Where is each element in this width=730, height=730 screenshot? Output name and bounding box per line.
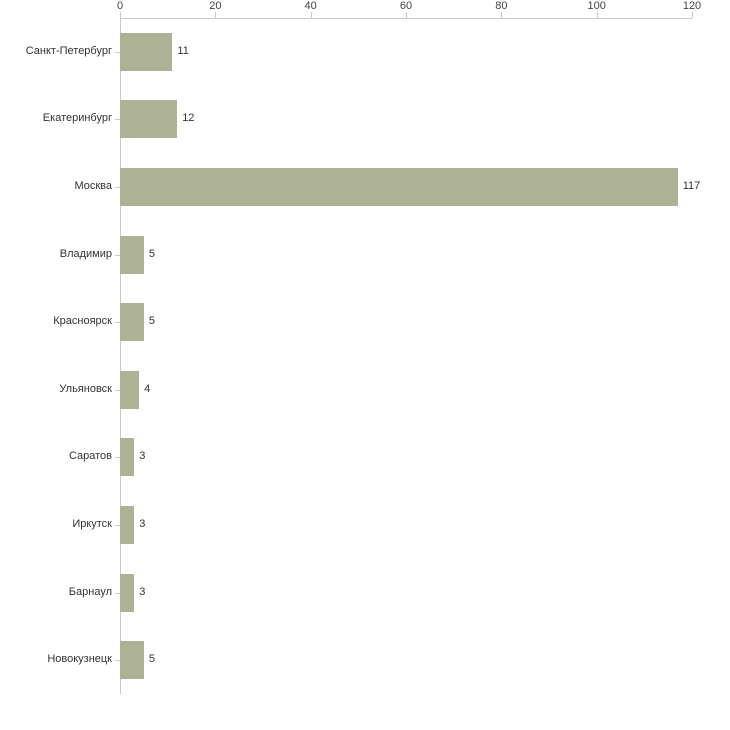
y-axis-label: Барнаул (68, 585, 112, 598)
bar-value-label: 3 (139, 585, 146, 598)
bar-value-label: 5 (148, 247, 155, 260)
x-tick-mark (501, 12, 502, 18)
bar (120, 100, 177, 138)
bar (120, 574, 134, 612)
bar (120, 236, 144, 274)
x-tick-label: 40 (304, 0, 317, 12)
bar-value-label: 5 (148, 315, 155, 328)
bar (120, 303, 144, 341)
bar (120, 438, 134, 476)
x-tick-label: 60 (399, 0, 413, 12)
x-tick-mark (120, 12, 121, 18)
bar (120, 33, 172, 71)
bar-value-label: 11 (177, 44, 189, 57)
x-tick-mark (215, 12, 216, 18)
x-tick-mark (597, 12, 598, 18)
bar-value-label: 12 (182, 112, 195, 125)
bar-value-label: 117 (682, 180, 701, 192)
y-axis-label: Новокузнецк (47, 653, 112, 666)
bar-value-label: 5 (148, 653, 155, 666)
y-axis-label: Красноярск (53, 315, 112, 328)
y-axis-label: Санкт-Петербург (25, 44, 112, 57)
bar-value-label: 3 (139, 450, 146, 463)
bar (120, 641, 144, 679)
bar (120, 168, 678, 206)
x-tick-mark (311, 12, 312, 18)
bar (120, 506, 134, 544)
y-axis-label: Ульяновск (59, 382, 112, 395)
bar (120, 371, 139, 409)
x-tick-label: 120 (682, 0, 702, 12)
y-axis-label: Саратов (68, 450, 112, 463)
y-axis-label: Екатеринбург (42, 112, 112, 125)
x-tick-mark (692, 12, 693, 18)
y-axis-label: Иркутск (72, 518, 112, 530)
bar-value-label: 4 (144, 382, 151, 395)
x-tick-label: 20 (209, 0, 222, 12)
x-axis-line (120, 18, 692, 19)
y-axis-label: Москва (74, 180, 112, 192)
bar-value-label: 3 (139, 518, 146, 530)
x-tick-label: 80 (495, 0, 508, 12)
x-tick-label: 100 (587, 0, 606, 12)
x-tick-label: 0 (116, 0, 124, 12)
y-axis-label: Владимир (59, 247, 112, 260)
x-tick-mark (406, 12, 407, 18)
